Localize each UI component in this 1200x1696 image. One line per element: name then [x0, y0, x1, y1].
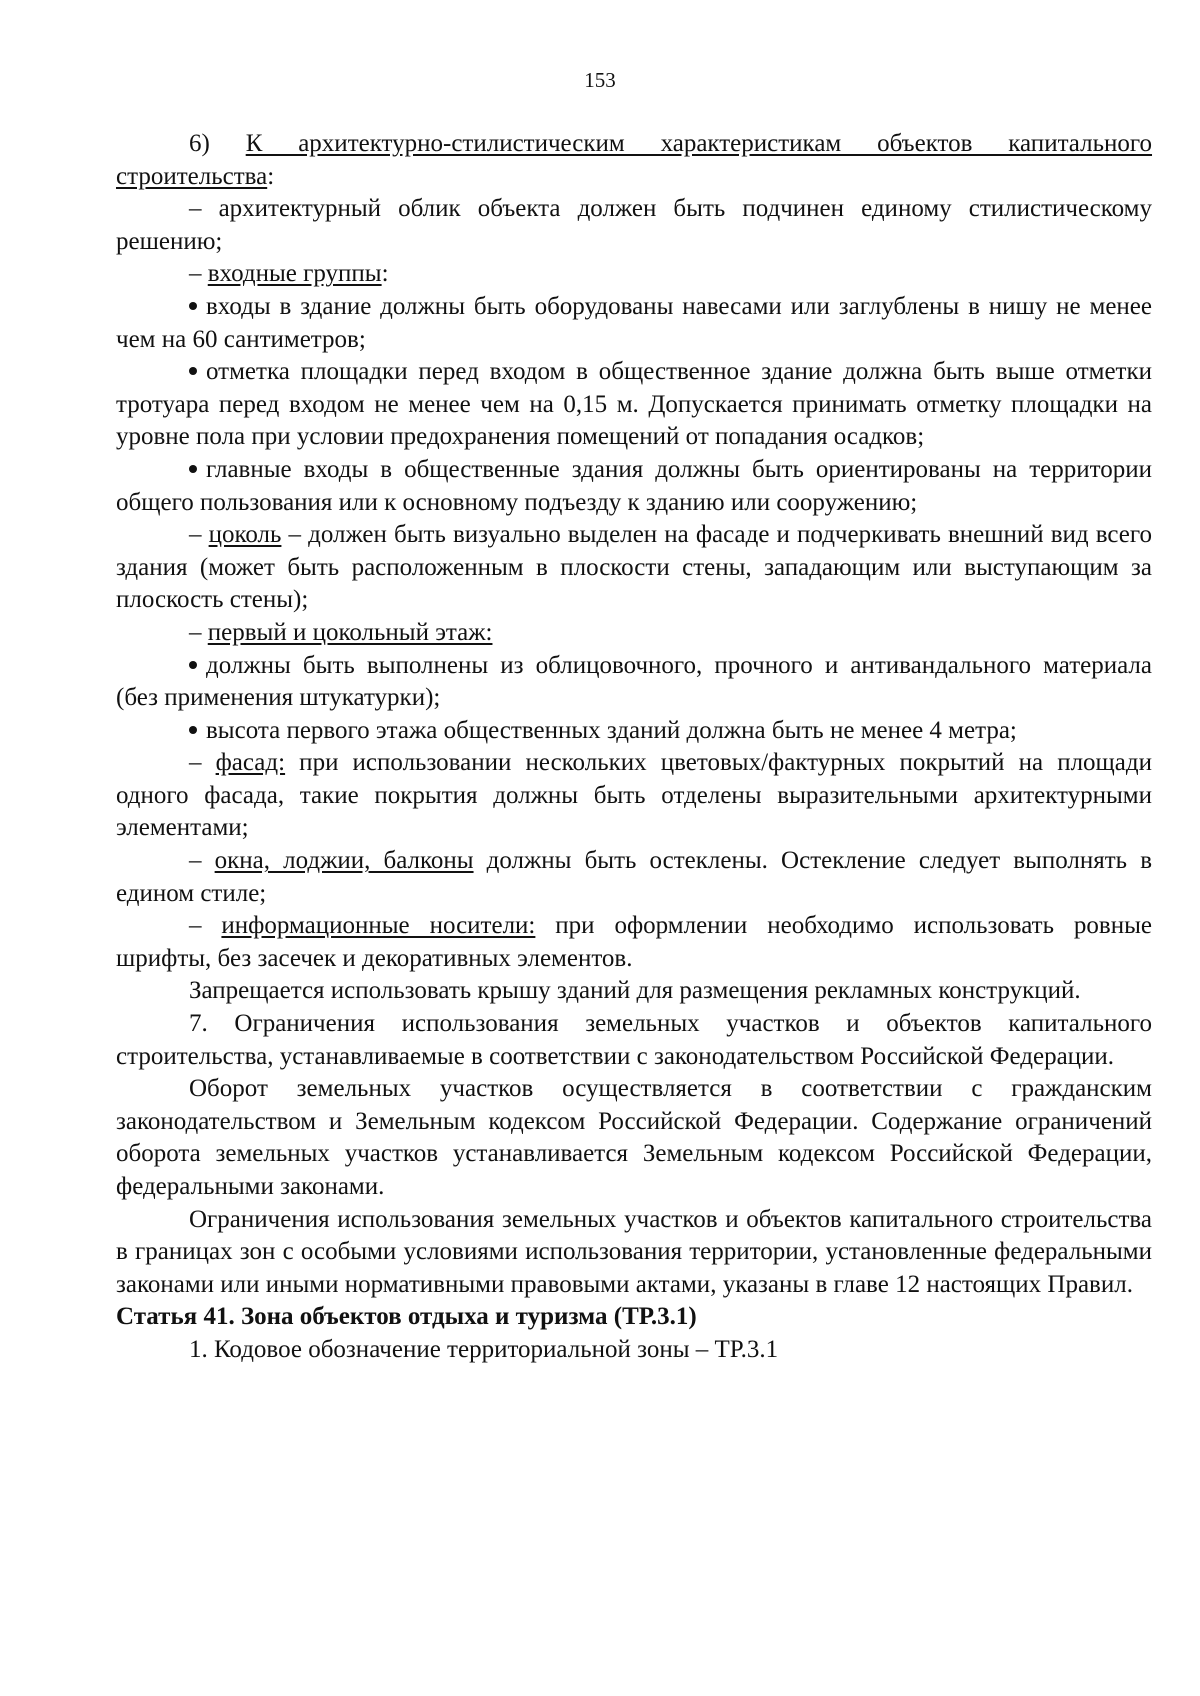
paragraph-info-carriers: – информационные носители: при оформлении необходимо использовать ровные шрифты, без засечек и декоративных элементов.	[116, 912, 1153, 972]
bullet-icon	[189, 726, 197, 734]
paragraph-limits: Ограничения использования земельных участков и объектов капитального строительства в границах зон с особыми условиями использования территории, установленные федеральными законами или иными нормативными правовыми актами, указаны в главе 12 настоящих Правил.	[116, 1205, 1152, 1298]
paragraph-zone-code: 1. Кодовое обозначение территориальной зоны – ТР.3.1	[189, 1335, 779, 1363]
bullet-icon	[189, 661, 197, 669]
bullet-item: отметка площадки перед входом в общественное здание должна быть выше отметки тротуара перед входом не менее чем на 0,15 м. Допускается принимать отметку площадки на уровне пола при условии предохранения помещений от попадания осадков;	[116, 358, 1152, 451]
paragraph-architecture: – архитектурный облик объекта должен быть подчинен единому стилистическому решению;	[116, 195, 1152, 255]
paragraph-turnover: Оборот земельных участков осуществляется в соответствии с гражданским законодательством и Земельным кодексом Российской Федерации. Содержание ограничений оборота земельных участков устанавливается Земельным кодексом Российской Федерации, федеральными законами.	[116, 1075, 1152, 1200]
page-number: 153	[584, 68, 616, 92]
paragraph-floors: – первый и цокольный этаж:	[189, 618, 493, 646]
paragraph-6: 6) К архитектурно-стилистическим характеристикам объектов капитального строительства:	[116, 130, 1153, 190]
document-body	[116, 128, 1152, 1367]
paragraph-facade: – фасад: при использовании нескольких цветовых/фактурных покрытий на площади одного фасада, такие покрытия должны быть отделены выразительными архитектурными элементами;	[116, 749, 1152, 842]
bullet-item: главные входы в общественные здания должны быть ориентированы на территории общего пользования или к основному подъезду к зданию или сооружению;	[116, 455, 1152, 516]
bullet-icon	[189, 367, 197, 375]
bullet-item: должны быть выполнены из облицовочного, прочного и антивандального материала (без применения штукатурки);	[116, 651, 1152, 712]
paragraph-entry-groups: – входные группы:	[189, 260, 389, 288]
paragraph-7: 7. Ограничения использования земельных участков и объектов капитального строительства, устанавливаемые в соответствии с законодательством Российской Федерации.	[116, 1010, 1152, 1070]
paragraph-windows: – окна, лоджии, балконы должны быть остеклены. Остекление следует выполнять в едином стиле;	[116, 847, 1153, 907]
paragraph-roof: Запрещается использовать крышу зданий для размещения рекламных конструкций.	[189, 977, 1081, 1005]
bullet-item: высота первого этажа общественных зданий должна быть не менее 4 метра;	[116, 715, 1152, 748]
article-heading: Статья 41. Зона объектов отдыха и туризма (ТР.3.1)	[116, 1303, 697, 1331]
paragraph-plinth: – цоколь – должен быть визуально выделен на фасаде и подчеркивать внешний вид всего здания (может быть расположенным в плоскости стены, западающим или выступающим за плоскость стены);	[116, 521, 1153, 614]
bullet-icon	[189, 465, 197, 473]
bullet-item: входы в здание должны быть оборудованы навесами или заглублены в нишу не менее чем на 60 сантиметров;	[116, 292, 1152, 353]
bullet-icon	[189, 302, 197, 310]
